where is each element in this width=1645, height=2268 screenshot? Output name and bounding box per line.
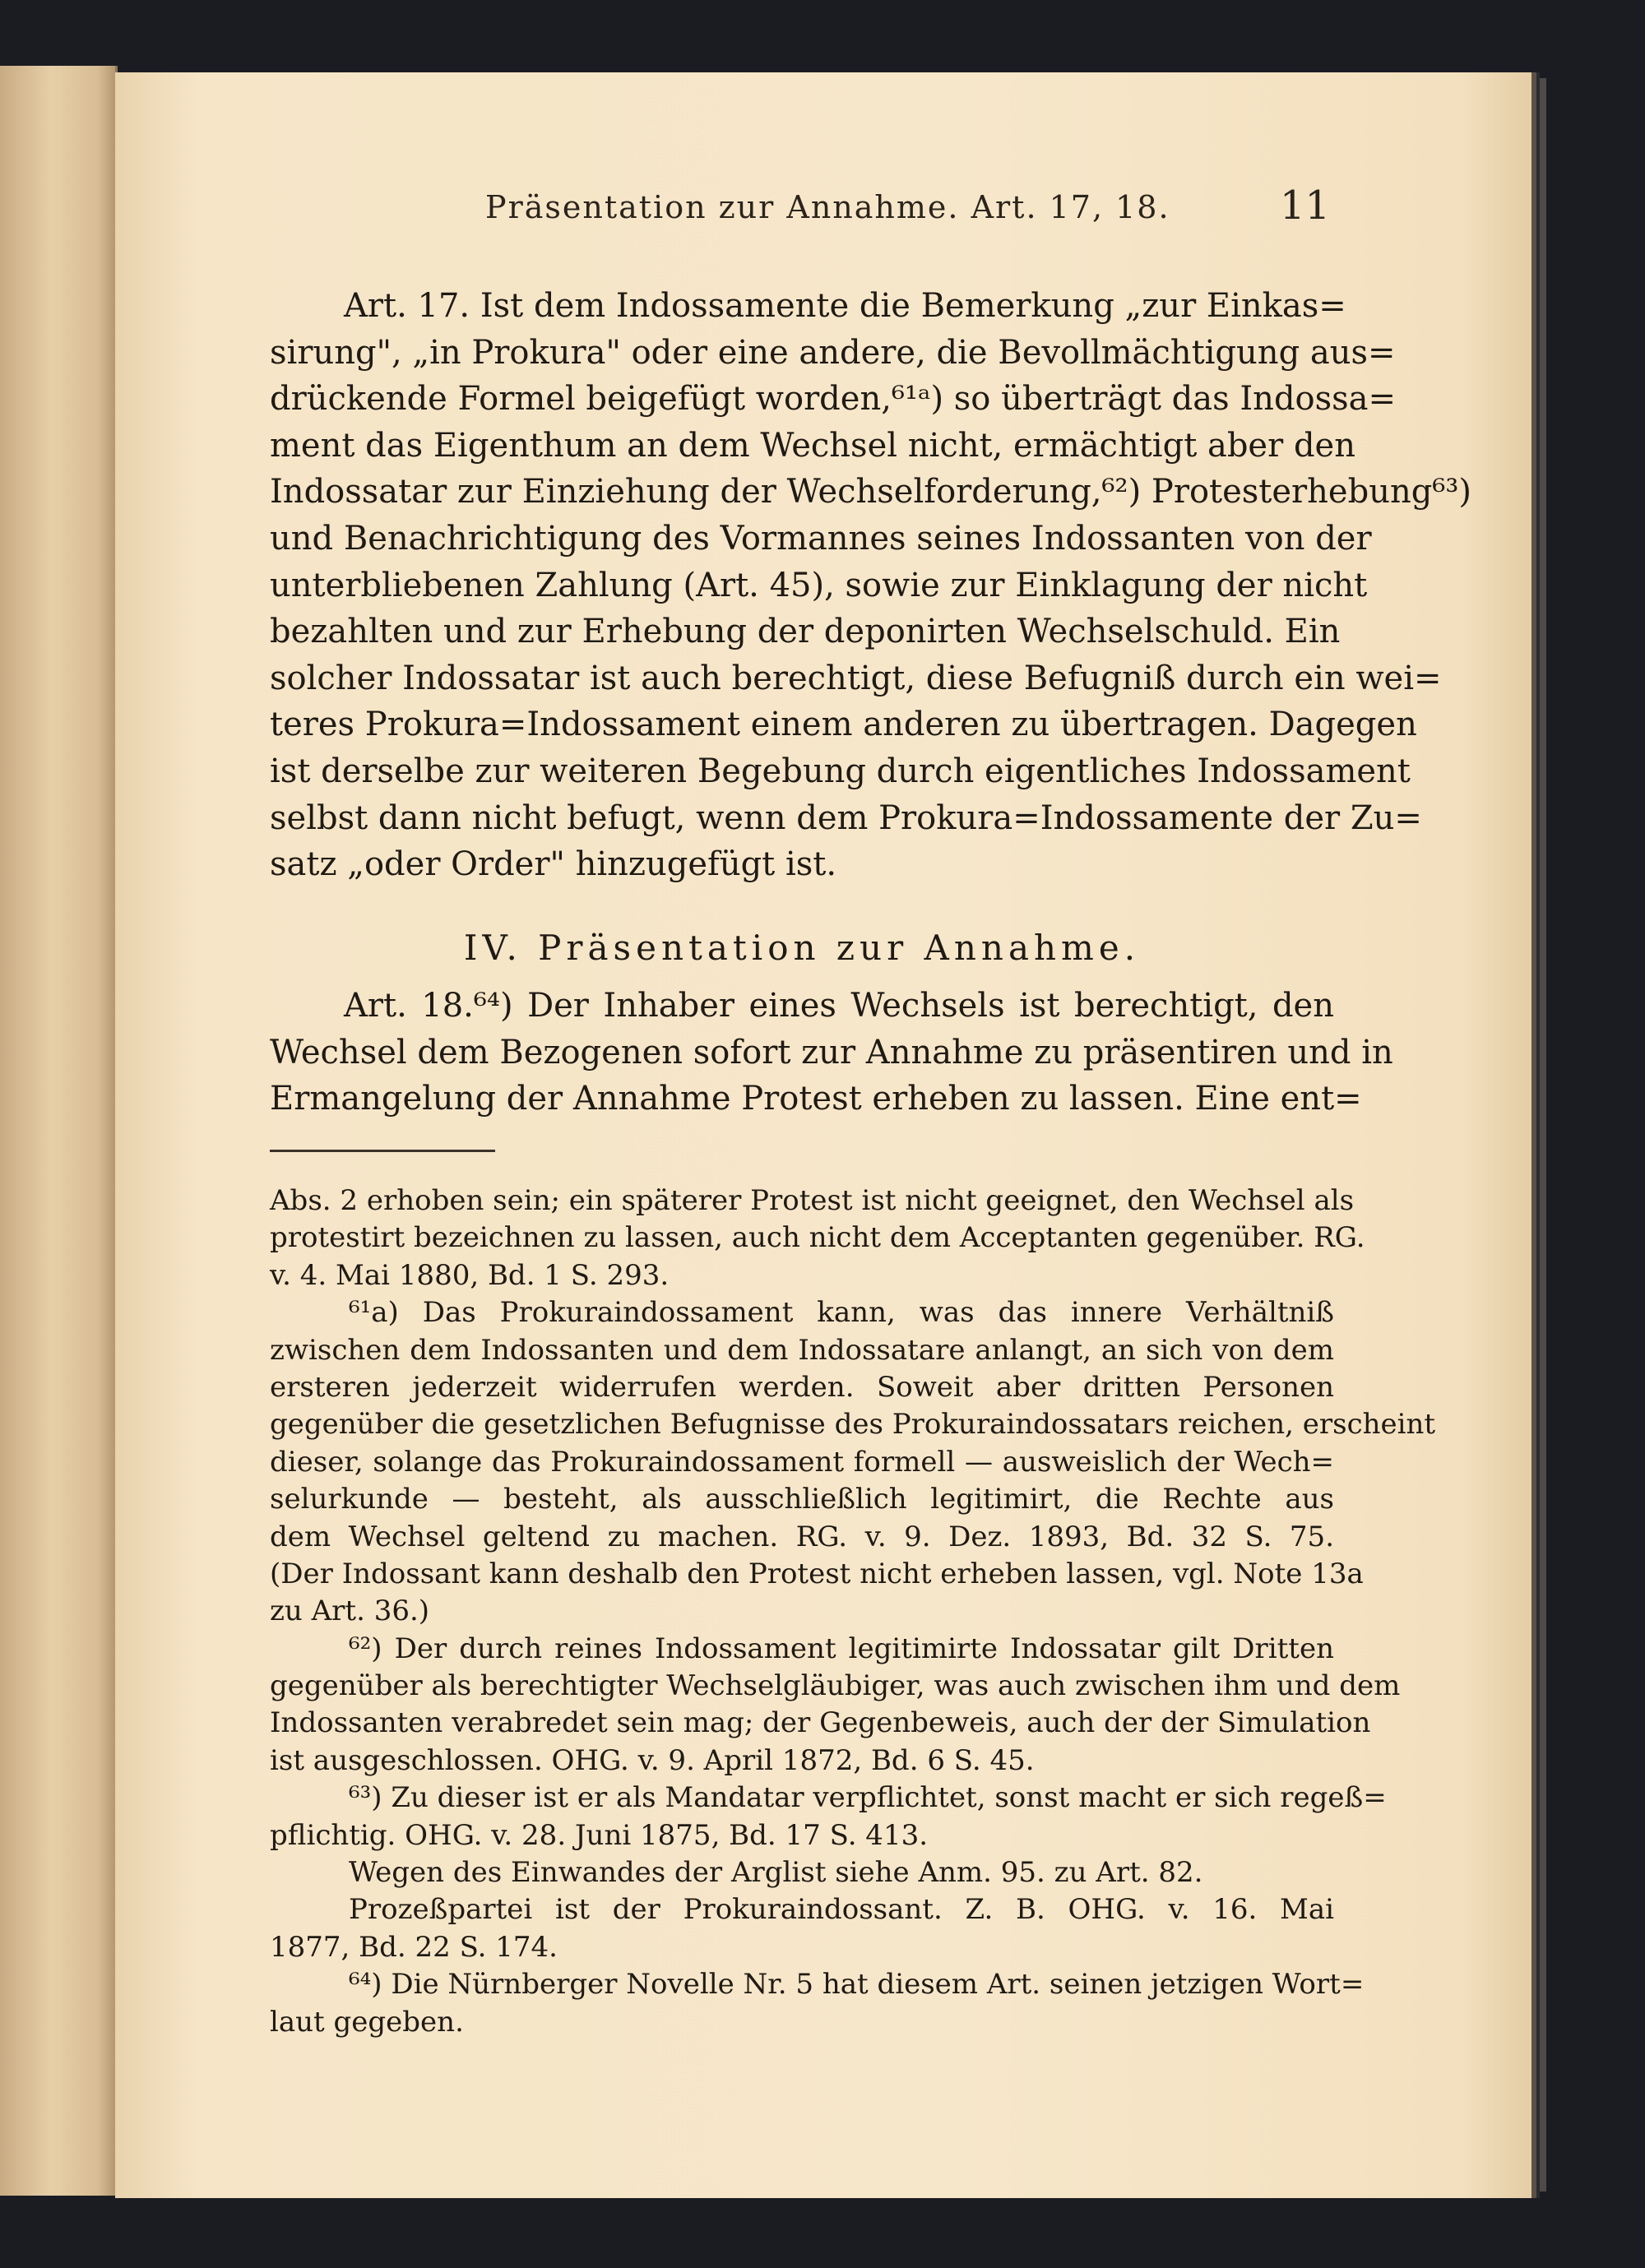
text-line: selbst dann nicht befugt, wenn dem Prokura=Indossamente der Zu= bbox=[270, 798, 1422, 837]
text-line: bezahlten und zur Erhebung der deponirten Wechselschuld. Ein bbox=[270, 613, 1341, 651]
text-line: solcher Indossatar ist auch berechtigt, diese Befugniß durch ein wei= bbox=[270, 659, 1442, 697]
section-heading: IV. Präsentation zur Annahme. bbox=[463, 928, 1141, 968]
footnote-line: gegenüber als berechtigter Wechselgläubiger, was auch zwischen ihm und dem bbox=[270, 1669, 1401, 1703]
footnote-line: v. 4. Mai 1880, Bd. 1 S. 293. bbox=[270, 1258, 670, 1292]
footnote-line: dieser, solange das Prokuraindossament formell — ausweislich der Wech= bbox=[270, 1445, 1334, 1479]
footnote-line: Abs. 2 erhoben sein; ein späterer Protest ist nicht geeignet, den Wechsel als bbox=[270, 1184, 1355, 1217]
text-line: Art. 17. Ist dem Indossamente die Bemerkung „zur Einkas= bbox=[344, 287, 1346, 325]
footnote-line: protestirt bezeichnen zu lassen, auch nicht dem Acceptanten gegenüber. RG. bbox=[270, 1221, 1365, 1255]
book-spine-edge bbox=[1531, 78, 1546, 2192]
footnote-line: ist ausgeschlossen. OHG. v. 9. April 1872, Bd. 6 S. 45. bbox=[270, 1743, 1035, 1777]
text-line: Wechsel dem Bezogenen sofort zur Annahme zu präsentiren und in bbox=[270, 1033, 1393, 1072]
text-line: Art. 18.⁶⁴) Der Inhaber eines Wechsels ist berechtigt, den bbox=[344, 987, 1334, 1025]
footnote-line: 1877, Bd. 22 S. 174. bbox=[270, 1930, 558, 1964]
footnote-line: laut gegeben. bbox=[270, 2005, 464, 2039]
article-18 bbox=[270, 983, 1393, 1122]
footnote-line: zu Art. 36.) bbox=[270, 1595, 430, 1628]
text-line: Ermangelung der Annahme Protest erheben zu lassen. Eine ent= bbox=[270, 1080, 1362, 1118]
text-line: und Benachrichtigung des Vormannes seines Indossanten von der bbox=[270, 519, 1372, 558]
footnote-line: zwischen dem Indossanten und dem Indossatare anlangt, an sich von dem bbox=[270, 1333, 1334, 1367]
footnote-line: dem Wechsel geltend zu machen. RG. v. 9. Dez. 1893, Bd. 32 S. 75. bbox=[270, 1520, 1334, 1553]
text-line: sirung", „in Prokura" oder eine andere, die Bevollmächtigung aus= bbox=[270, 333, 1396, 372]
text-line: ment das Eigenthum an dem Wechsel nicht, ermächtigt aber den bbox=[270, 426, 1355, 465]
running-header: Präsentation zur Annahme. Art. 17, 18. bbox=[485, 189, 1170, 225]
text-line: drückende Formel beigefügt worden,⁶¹ᵃ) so überträgt das Indossa= bbox=[270, 380, 1397, 419]
footnote-line: ⁶¹a) Das Prokuraindossament kann, was das innere Verhältniß bbox=[349, 1296, 1334, 1330]
footnote-line: (Der Indossant kann deshalb den Protest nicht erheben lassen, vgl. Note 13a bbox=[270, 1557, 1364, 1590]
text-line: teres Prokura=Indossament einem anderen zu übertragen. Dagegen bbox=[270, 706, 1417, 744]
footnote-line: ersteren jederzeit widerrufen werden. Soweit aber dritten Personen bbox=[270, 1370, 1334, 1404]
footnote-line: Prozeßpartei ist der Prokuraindossant. Z. B. OHG. v. 16. Mai bbox=[349, 1893, 1334, 1927]
footnote-line: Indossanten verabredet sein mag; der Gegenbeweis, auch der der Simulation bbox=[270, 1706, 1371, 1740]
footnote-divider bbox=[270, 1150, 495, 1152]
page-number: 11 bbox=[1280, 183, 1331, 229]
footnote-line: ⁶²) Der durch reines Indossament legitimirte Indossatar gilt Dritten bbox=[349, 1632, 1334, 1665]
footnote-line: Wegen des Einwandes der Arglist siehe Anm. 95. zu Art. 82. bbox=[349, 1856, 1203, 1890]
left-page-edge bbox=[0, 66, 118, 2196]
text-line: satz „oder Order" hinzugefügt ist. bbox=[270, 845, 837, 884]
footnote-line: ⁶⁴) Die Nürnberger Novelle Nr. 5 hat diesem Art. seinen jetzigen Wort= bbox=[349, 1968, 1365, 2002]
footnote-line: gegenüber die gesetzlichen Befugnisse des Prokuraindossatars reichen, erscheint bbox=[270, 1408, 1436, 1442]
footnote-line: selurkunde — besteht, als ausschließlich legitimirt, die Rechte aus bbox=[270, 1483, 1334, 1516]
footnote-line: pflichtig. OHG. v. 28. Juni 1875, Bd. 17 S. 413. bbox=[270, 1818, 929, 1852]
footnotes bbox=[270, 1183, 1436, 2041]
text-line: unterbliebenen Zahlung (Art. 45), sowie zur Einklagung der nicht bbox=[270, 566, 1368, 604]
article-17 bbox=[270, 283, 1472, 888]
text-line: Indossatar zur Einziehung der Wechselforderung,⁶²) Protesterhebung⁶³) bbox=[270, 473, 1472, 511]
text-line: ist derselbe zur weiteren Begebung durch eigentliches Indossament bbox=[270, 752, 1411, 790]
footnote-line: ⁶³) Zu dieser ist er als Mandatar verpflichtet, sonst macht er sich regeß= bbox=[349, 1781, 1387, 1815]
